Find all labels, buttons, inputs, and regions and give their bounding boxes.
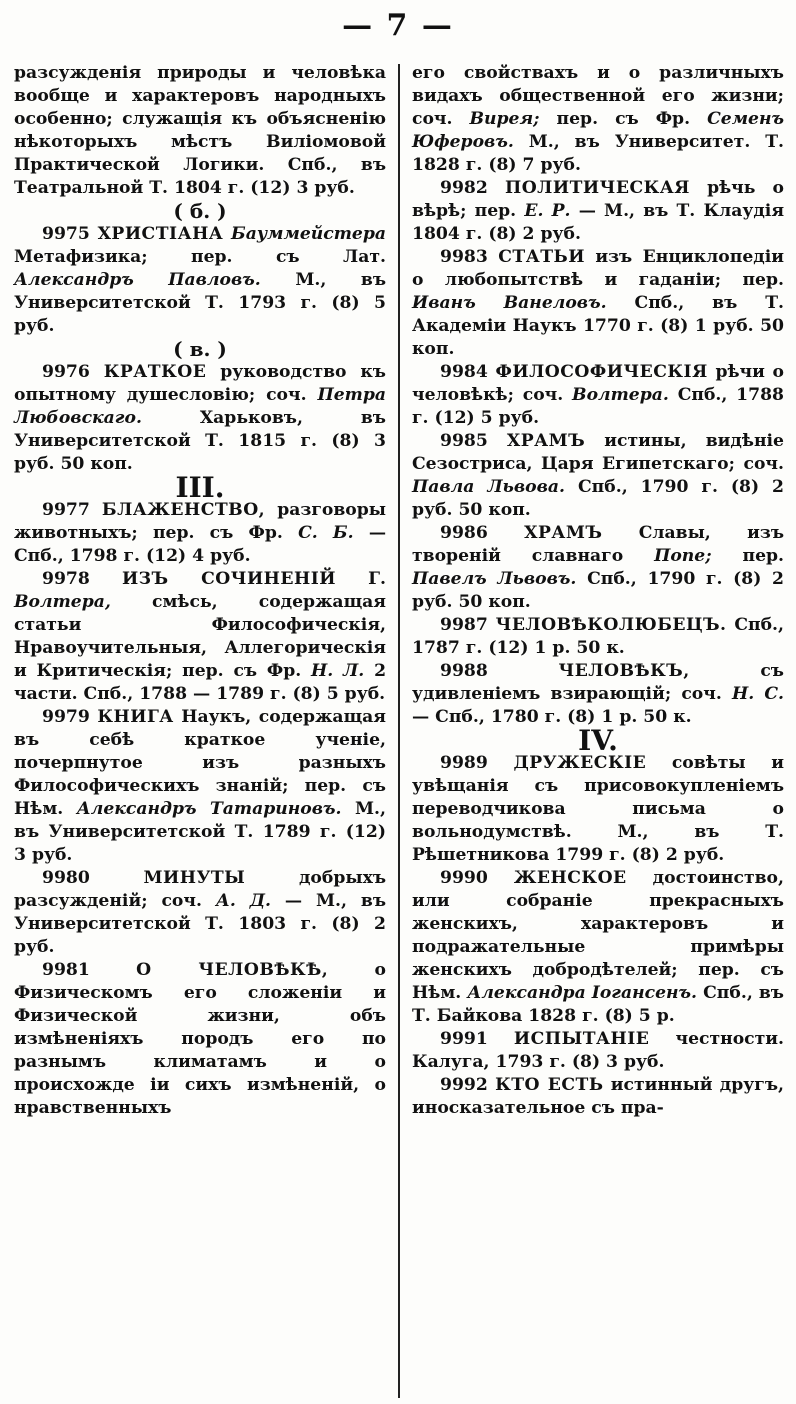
entry-title: ИЗЪ СОЧИНЕНІЙ bbox=[121, 569, 337, 589]
entry-imprint: Спб., въ Т. Академіи Наукъ 1770 г. (8) 1 руб. 50 коп. bbox=[412, 293, 785, 359]
entry-text: рѣчи о человѣкѣ; соч. bbox=[412, 362, 785, 405]
entry-text: рѣчь о вѣрѣ; пер. bbox=[412, 178, 785, 221]
entry-author: Бауммейстера bbox=[231, 224, 386, 244]
section-heading-4: IV. bbox=[578, 724, 618, 757]
entry-title: ИСПЫТАНІЕ bbox=[513, 1029, 650, 1049]
entry-title: ДРУЖЕСКІЕ bbox=[513, 753, 647, 773]
entry-text: Г. bbox=[368, 569, 386, 589]
subsection-heading-b: ( б. ) bbox=[173, 199, 227, 223]
entry-9989 bbox=[412, 752, 784, 867]
entry-title: СТАТЬИ bbox=[498, 247, 585, 267]
entry-imprint: Спб., 1790 г. (8) 2 руб. 50 коп. bbox=[412, 569, 784, 612]
entry-number: 9979 bbox=[42, 707, 90, 727]
entry-text: его свойствахъ и о различныхъ видахъ общественной его жизни; соч. bbox=[412, 63, 784, 129]
entry-9988 bbox=[412, 660, 784, 729]
entry-title: БЛАЖЕНСТВО, bbox=[101, 500, 266, 520]
right-column bbox=[412, 62, 784, 1120]
entry-imprint: — Спб., 1780 г. (8) 1 р. 50 к. bbox=[412, 707, 692, 727]
entry-translator: Е. Р. bbox=[524, 201, 571, 221]
entry-text: пер. bbox=[742, 546, 785, 566]
entry-continuation: разсужденія природы и человѣка вообще и характеровъ народныхъ особенно; служащія къ объясненію нѣкоторыхъ мѣстъ Виліомовой Практической Логики. Спб., въ Театральной Т. 1804 г. (12) 3 руб. bbox=[14, 63, 386, 198]
entry-imprint: Спб., въ Т. Байкова 1828 г. (8) 5 р. bbox=[412, 983, 784, 1026]
entry-imprint: М., въ Университетской Т. 1793 г. (8) 5 руб. bbox=[14, 270, 387, 336]
entry-title: ФИЛОСОФИЧЕСКІЯ bbox=[495, 362, 708, 382]
entry-title: ЧЕЛОВѢКЪ, bbox=[558, 661, 690, 681]
entry-title: КРАТКОЕ bbox=[103, 362, 207, 382]
entry-title: ХРАМЪ bbox=[506, 431, 586, 451]
entry-9978 bbox=[14, 568, 386, 706]
entry-text: достоинство, или собраніе прекрасныхъ женскихъ, характеровъ и подражательные примѣры женскихъ добродѣтелей; пер. съ Нѣм. bbox=[412, 868, 784, 1003]
entry-9977 bbox=[14, 499, 386, 568]
entry-number: 9976 bbox=[42, 362, 90, 382]
entry-author: Волтера, bbox=[14, 592, 111, 612]
entry-author: Н. С. bbox=[731, 684, 785, 704]
entry-translator: Александръ Татариновъ. bbox=[76, 799, 342, 819]
entry-continuation bbox=[412, 62, 784, 177]
entry-text: честности. Калуга, 1793 г. (8) 3 руб. bbox=[412, 1029, 785, 1072]
entry-author: А. Д. bbox=[215, 891, 271, 911]
entry-text: о Физическомъ его сложеніи и Физической жизни, объ измѣненіяхъ породъ его по разнымъ климатамъ и о происхожде іи сихъ измѣненій, о нравственныхъ bbox=[14, 960, 386, 1118]
entry-title: ХРАМЪ bbox=[524, 523, 603, 543]
entry-number: 9980 bbox=[42, 868, 90, 888]
entry-text: съ удивленіемъ взирающій; соч. bbox=[412, 661, 784, 704]
entry-title: ХРИСТІАНА bbox=[97, 224, 224, 244]
entry-imprint: — М., въ Университетской Т. 1803 г. (8) 2 руб. bbox=[14, 891, 387, 957]
entry-9980 bbox=[14, 867, 386, 959]
entry-text: истинный другъ, иносказательное съ пра- bbox=[412, 1075, 784, 1118]
entry-9991 bbox=[412, 1028, 784, 1074]
entry-imprint: — М., въ Т. Клаудія 1804 г. (8) 2 руб. bbox=[412, 201, 785, 244]
entry-title: ЧЕЛОВѢКОЛЮБЕЦЪ. bbox=[495, 615, 727, 635]
entry-translator: Александръ Павловъ. bbox=[14, 270, 261, 290]
entry-title: ЖЕНСКОЕ bbox=[513, 868, 627, 888]
entry-number: 9990 bbox=[440, 868, 488, 888]
entry-9975 bbox=[14, 223, 386, 338]
entry-title: КНИГА bbox=[97, 707, 174, 727]
entry-text: пер. съ Фр. bbox=[556, 109, 691, 129]
entry-author: Попе; bbox=[654, 546, 712, 566]
entry-text: истины, видѣніе Сезостриса, Царя Египетскаго; соч. bbox=[412, 431, 784, 474]
entry-text: Метафизика; пер. съ Лат. bbox=[14, 247, 386, 267]
entry-9983 bbox=[412, 246, 784, 361]
entry-translator: Александра Іогансенъ. bbox=[467, 983, 698, 1003]
entry-number: 9983 bbox=[440, 247, 488, 267]
entry-number: 9987 bbox=[440, 615, 488, 635]
entry-imprint: 2 части. Спб., 1788 — 1789 г. (8) 5 руб. bbox=[14, 661, 387, 704]
entry-number: 9986 bbox=[440, 523, 488, 543]
entry-translator: Иванъ Ванеловъ. bbox=[412, 293, 607, 313]
entry-title: О ЧЕЛОВѢКѢ, bbox=[136, 960, 329, 980]
entry-imprint: Спб., 1788 г. (12) 5 руб. bbox=[412, 385, 785, 428]
entry-translator: Н. Л. bbox=[311, 661, 365, 681]
entry-number: 9981 bbox=[42, 960, 90, 980]
entry-author: Петра Любовскаго. bbox=[14, 385, 387, 428]
entry-imprint: Спб., 1787 г. (12) 1 р. 50 к. bbox=[412, 615, 785, 658]
entry-9984 bbox=[412, 361, 784, 430]
entry-number: 9977 bbox=[42, 500, 90, 520]
column-divider bbox=[398, 64, 400, 1398]
entry-number: 9989 bbox=[440, 753, 488, 773]
entry-imprint: Спб., 1790 г. (8) 2 руб. 50 коп. bbox=[412, 477, 784, 520]
entry-number: 9991 bbox=[440, 1029, 488, 1049]
entry-imprint: — Спб., 1798 г. (12) 4 руб. bbox=[14, 523, 387, 566]
entry-translator: Павелъ Львовъ. bbox=[412, 569, 577, 589]
entry-imprint: М., въ Университетской Т. 1789 г. (12) 3 руб. bbox=[14, 799, 387, 865]
entry-author: Волтера. bbox=[572, 385, 669, 405]
entry-9990 bbox=[412, 867, 784, 1028]
page-number: — 7 — bbox=[342, 8, 454, 43]
section-heading-3: III. bbox=[175, 471, 225, 504]
entry-title: КТО ЕСТЬ bbox=[495, 1075, 604, 1095]
entry-9979 bbox=[14, 706, 386, 867]
entry-number: 9975 bbox=[42, 224, 90, 244]
entry-title: МИНУТЫ bbox=[143, 868, 246, 888]
entry-author: Вирея; bbox=[469, 109, 540, 129]
entry-number: 9984 bbox=[440, 362, 488, 382]
entry-9987 bbox=[412, 614, 784, 660]
entry-text: совѣты и увѣщанія съ присовокупленіемъ переводчикова письма о вольнодумствѣ. М., въ Т. Рѣшетникова 1799 г. (8) 2 руб. bbox=[412, 753, 785, 865]
entry-text: Наукъ, содержащая въ себѣ краткое ученіе, почерпнутое изъ разныхъ Философическихъ знаній; пер. съ Нѣм. bbox=[14, 707, 386, 819]
entry-9992 bbox=[412, 1074, 784, 1120]
entry-imprint: М., въ Университет. Т. 1828 г. (8) 7 руб. bbox=[412, 132, 784, 175]
entry-text: разговоры животныхъ; пер. съ Фр. bbox=[14, 500, 387, 543]
entry-text: руководство къ опытному душесловію; соч. bbox=[14, 362, 386, 405]
entry-9985 bbox=[412, 430, 784, 522]
entry-number: 9978 bbox=[42, 569, 90, 589]
entry-author: С. Б. bbox=[298, 523, 354, 543]
subsection-heading-v: ( в. ) bbox=[173, 337, 227, 361]
entry-9976 bbox=[14, 361, 386, 476]
entry-text: Славы, изъ твореній славнаго bbox=[412, 523, 785, 566]
entry-9981 bbox=[14, 959, 386, 1120]
entry-9982 bbox=[412, 177, 784, 246]
entry-title: ПОЛИТИЧЕСКАЯ bbox=[504, 178, 690, 198]
entry-translator: Семенъ Юферовъ. bbox=[412, 109, 784, 152]
entry-9986 bbox=[412, 522, 784, 614]
entry-text: смѣсь, содержащая статьи Философическія, Нравоучительныя, Аллегорическія и Критическія; пер. съ Фр. bbox=[14, 592, 387, 681]
entry-number: 9985 bbox=[440, 431, 488, 451]
entry-author: Павла Львова. bbox=[412, 477, 566, 497]
entry-number: 9982 bbox=[440, 178, 488, 198]
left-column bbox=[14, 62, 386, 1120]
entry-text: добрыхъ разсужденій; соч. bbox=[14, 868, 386, 911]
entry-text: изъ Енциклопедіи о любопытствѣ и гаданіи; пер. bbox=[412, 247, 785, 290]
entry-imprint: Харьковъ, въ Университетской Т. 1815 г. (8) 3 руб. 50 коп. bbox=[14, 408, 386, 474]
entry-number: 9988 bbox=[440, 661, 488, 681]
entry-number: 9992 bbox=[440, 1075, 488, 1095]
